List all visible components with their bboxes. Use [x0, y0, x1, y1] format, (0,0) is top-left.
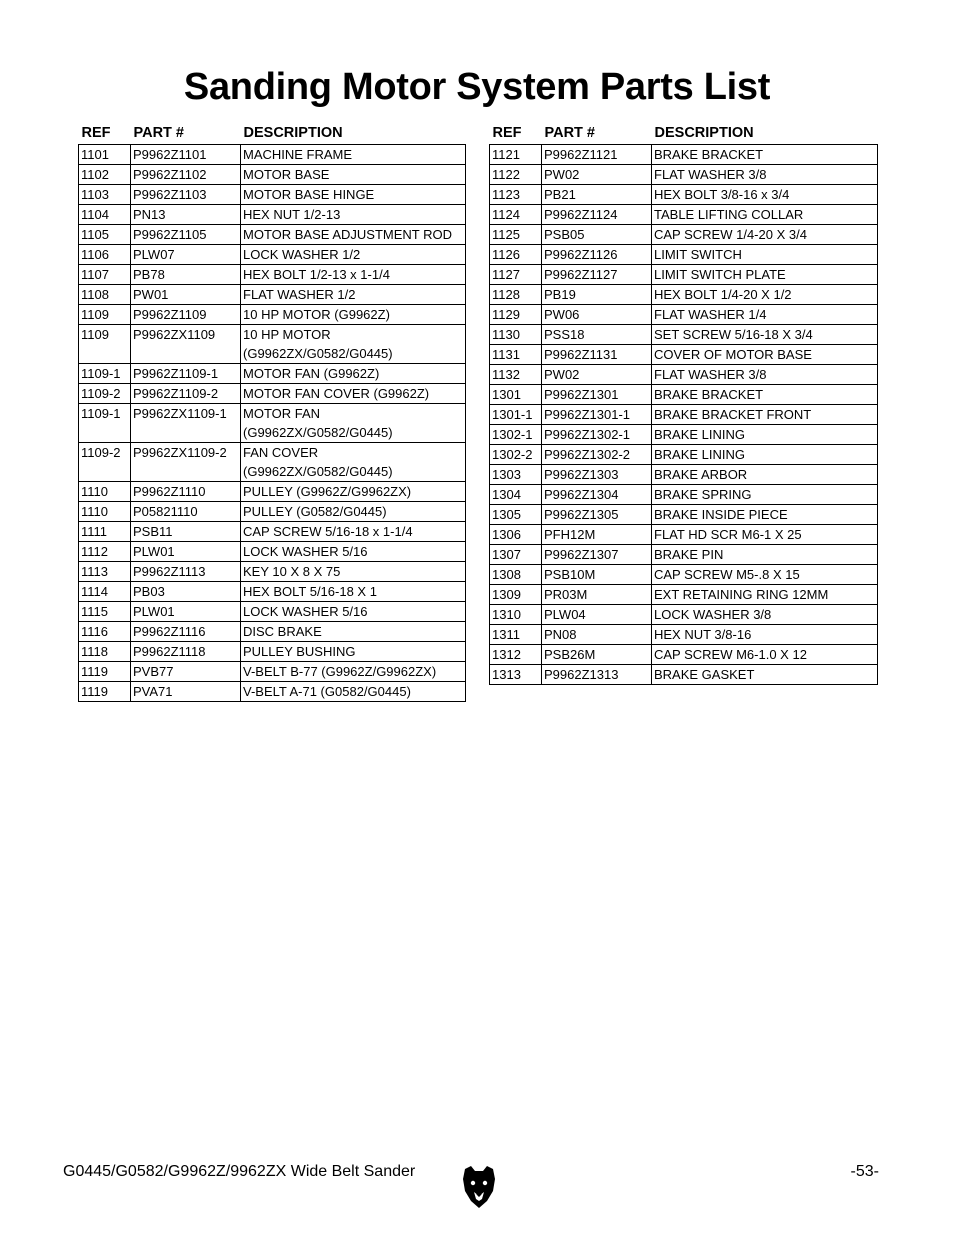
description-cell	[241, 682, 466, 702]
table-row	[490, 605, 878, 625]
part-number-cell: P9962Z1101	[131, 145, 241, 165]
part-number-cell: P9962Z1109	[131, 305, 241, 325]
part-number-cell: PLW01	[131, 542, 241, 562]
ref-cell: 1115	[79, 602, 131, 622]
column-header-ref: REF	[492, 125, 522, 141]
part-number-cell: PB21	[542, 185, 652, 205]
description-line: CAP SCREW M6-1.0 X 12	[654, 647, 807, 662]
ref-cell: 1304	[490, 485, 542, 505]
description-line: FLAT WASHER 1/4	[654, 307, 767, 322]
table-row	[79, 602, 466, 622]
part-number-cell: PB19	[542, 285, 652, 305]
part-number-cell: PSB05	[542, 225, 652, 245]
ref-cell: 1109-2	[79, 443, 131, 482]
description-line: HEX BOLT 5/16-18 X 1	[243, 584, 377, 599]
ref-cell: 1103	[79, 185, 131, 205]
table-row	[79, 325, 466, 364]
table-row	[79, 205, 466, 225]
part-number-cell: P05821110	[131, 502, 241, 522]
ref-cell: 1118	[79, 642, 131, 662]
table-row	[490, 585, 878, 605]
column-header-ref: REF	[81, 125, 111, 141]
table-row	[490, 425, 878, 445]
table-row	[79, 522, 466, 542]
description-cell	[241, 185, 466, 205]
description-line: LIMIT SWITCH PLATE	[654, 267, 786, 282]
description-cell	[652, 445, 878, 465]
table-row	[490, 185, 878, 205]
description-line: BRAKE ARBOR	[654, 467, 748, 482]
part-number-cell: PSB11	[131, 522, 241, 542]
part-number-cell: P9962ZX1109-2	[131, 443, 241, 482]
ref-cell: 1131	[490, 345, 542, 365]
description-line: DISC BRAKE	[243, 624, 322, 639]
description-cell	[652, 485, 878, 505]
description-line: TABLE LIFTING COLLAR	[654, 207, 804, 222]
description-line: HEX BOLT 1/4-20 X 1/2	[654, 287, 792, 302]
table-row	[79, 443, 466, 482]
description-cell	[241, 145, 466, 165]
description-cell	[652, 365, 878, 385]
description-line: HEX BOLT 3/8-16 x 3/4	[654, 187, 790, 202]
part-number-cell: P9962Z1102	[131, 165, 241, 185]
description-line: HEX NUT 1/2-13	[243, 207, 341, 222]
ref-cell: 1312	[490, 645, 542, 665]
description-cell	[652, 225, 878, 245]
table-row	[490, 245, 878, 265]
ref-cell: 1113	[79, 562, 131, 582]
description-cell	[652, 145, 878, 165]
table-row	[490, 305, 878, 325]
part-number-cell: PLW01	[131, 602, 241, 622]
description-line: BRAKE GASKET	[654, 667, 755, 682]
description-line: SET SCREW 5/16-18 X 3/4	[654, 327, 813, 342]
description-line: MOTOR FAN COVER (G9962Z)	[243, 386, 430, 401]
description-cell	[241, 443, 466, 482]
part-number-cell: P9962Z1302-1	[542, 425, 652, 445]
table-row	[490, 665, 878, 685]
table-row	[79, 305, 466, 325]
description-cell	[652, 245, 878, 265]
part-number-cell: P9962Z1109-2	[131, 384, 241, 404]
description-line: BRAKE SPRING	[654, 487, 752, 502]
table-row	[490, 325, 878, 345]
description-cell	[241, 364, 466, 384]
description-line: LOCK WASHER 3/8	[654, 607, 772, 622]
description-cell	[652, 425, 878, 445]
description-line: MACHINE FRAME	[243, 147, 353, 162]
table-row	[79, 384, 466, 404]
footer-model: G0445/G0582/G9962Z/9962ZX Wide Belt Sander	[63, 1163, 416, 1180]
description-line: 10 HP MOTOR (G9962Z)	[243, 307, 390, 322]
table-row	[490, 205, 878, 225]
description-cell	[241, 562, 466, 582]
part-number-cell: P9962Z1305	[542, 505, 652, 525]
description-cell	[241, 205, 466, 225]
description-line: BRAKE PIN	[654, 547, 724, 562]
part-number-cell: PVA71	[131, 682, 241, 702]
description-line: HEX NUT 3/8-16	[654, 627, 752, 642]
table-row	[79, 185, 466, 205]
table-row	[79, 245, 466, 265]
part-number-cell: PW02	[542, 365, 652, 385]
ref-cell: 1129	[490, 305, 542, 325]
table-row	[79, 622, 466, 642]
description-cell	[652, 665, 878, 685]
table-row	[490, 465, 878, 485]
description-cell	[241, 502, 466, 522]
part-number-cell: P9962Z1124	[542, 205, 652, 225]
description-cell	[241, 542, 466, 562]
ref-cell: 1313	[490, 665, 542, 685]
column-header-description: DESCRIPTION	[654, 125, 754, 141]
ref-cell: 1308	[490, 565, 542, 585]
part-number-cell: P9962Z1313	[542, 665, 652, 685]
part-number-cell: P9962Z1103	[131, 185, 241, 205]
description-line: MOTOR FAN	[243, 406, 321, 421]
description-cell	[241, 482, 466, 502]
ref-cell: 1116	[79, 622, 131, 642]
table-row	[490, 485, 878, 505]
description-line: V-BELT A-71 (G0582/G0445)	[243, 684, 411, 699]
table-row	[490, 445, 878, 465]
ref-cell: 1124	[490, 205, 542, 225]
description-line: BRAKE BRACKET FRONT	[654, 407, 812, 422]
description-line: MOTOR BASE ADJUSTMENT ROD	[243, 227, 452, 242]
ref-cell: 1109-1	[79, 364, 131, 384]
part-number-cell: PR03M	[542, 585, 652, 605]
description-cell	[652, 185, 878, 205]
table-row	[79, 285, 466, 305]
part-number-cell: PVB77	[131, 662, 241, 682]
part-number-cell: P9962ZX1109	[131, 325, 241, 364]
description-line: LOCK WASHER 5/16	[243, 604, 368, 619]
ref-cell: 1122	[490, 165, 542, 185]
description-cell	[241, 285, 466, 305]
table-header-row	[79, 122, 466, 145]
part-number-cell: P9962Z1110	[131, 482, 241, 502]
description-cell	[652, 285, 878, 305]
part-number-cell: P9962Z1302-2	[542, 445, 652, 465]
ref-cell: 1108	[79, 285, 131, 305]
table-row	[490, 285, 878, 305]
description-line: FLAT HD SCR M6-1 X 25	[654, 527, 802, 542]
ref-cell: 1132	[490, 365, 542, 385]
description-line: PULLEY (G0582/G0445)	[243, 504, 387, 519]
description-line: (G9962ZX/G0582/G0445)	[243, 464, 393, 479]
description-cell	[241, 305, 466, 325]
part-number-cell: P9962ZX1109-1	[131, 404, 241, 443]
part-number-cell: PW02	[542, 165, 652, 185]
description-cell	[652, 465, 878, 485]
ref-cell: 1126	[490, 245, 542, 265]
column-header-part: PART #	[133, 125, 184, 141]
ref-cell: 1311	[490, 625, 542, 645]
part-number-cell: PN13	[131, 205, 241, 225]
description-line: CAP SCREW M5-.8 X 15	[654, 567, 800, 582]
ref-cell: 1119	[79, 682, 131, 702]
description-line: CAP SCREW 5/16-18 x 1-1/4	[243, 524, 413, 539]
column-header-part: PART #	[544, 125, 595, 141]
ref-cell: 1110	[79, 482, 131, 502]
table-row	[79, 502, 466, 522]
ref-cell: 1303	[490, 465, 542, 485]
ref-cell: 1302-1	[490, 425, 542, 445]
ref-cell: 1305	[490, 505, 542, 525]
description-cell	[652, 645, 878, 665]
description-cell	[241, 225, 466, 245]
description-line: EXT RETAINING RING 12MM	[654, 587, 829, 602]
table-body	[79, 145, 466, 702]
part-number-cell: PN08	[542, 625, 652, 645]
description-line: LOCK WASHER 1/2	[243, 247, 361, 262]
part-number-cell: PB78	[131, 265, 241, 285]
part-number-cell: P9962Z1105	[131, 225, 241, 245]
description-line: MOTOR FAN (G9962Z)	[243, 366, 380, 381]
description-cell	[652, 545, 878, 565]
table-row	[490, 165, 878, 185]
ref-cell: 1125	[490, 225, 542, 245]
part-number-cell: P9962Z1121	[542, 145, 652, 165]
description-line: CAP SCREW 1/4-20 X 3/4	[654, 227, 807, 242]
ref-cell: 1130	[490, 325, 542, 345]
table-row	[79, 482, 466, 502]
table-row	[490, 625, 878, 645]
part-number-cell: P9962Z1131	[542, 345, 652, 365]
part-number-cell: PFH12M	[542, 525, 652, 545]
part-number-cell: PW01	[131, 285, 241, 305]
description-cell	[652, 625, 878, 645]
description-line: BRAKE LINING	[654, 427, 746, 442]
description-cell	[241, 384, 466, 404]
part-number-cell: PSB26M	[542, 645, 652, 665]
table-row	[79, 682, 466, 702]
table-row	[490, 385, 878, 405]
part-number-cell: PB03	[131, 582, 241, 602]
table-row	[490, 505, 878, 525]
description-line: (G9962ZX/G0582/G0445)	[243, 425, 393, 440]
description-line: FLAT WASHER 1/2	[243, 287, 356, 302]
part-number-cell: PLW04	[542, 605, 652, 625]
table-row	[79, 662, 466, 682]
table-row	[490, 405, 878, 425]
ref-cell: 1102	[79, 165, 131, 185]
description-cell	[241, 245, 466, 265]
part-number-cell: P9962Z1116	[131, 622, 241, 642]
part-number-cell: PSB10M	[542, 565, 652, 585]
table-row	[79, 582, 466, 602]
ref-cell: 1301	[490, 385, 542, 405]
table-row	[490, 265, 878, 285]
part-number-cell: PSS18	[542, 325, 652, 345]
description-cell	[241, 522, 466, 542]
ref-cell: 1114	[79, 582, 131, 602]
table-row	[490, 545, 878, 565]
description-cell	[652, 565, 878, 585]
table-row	[79, 562, 466, 582]
ref-cell: 1111	[79, 522, 131, 542]
ref-cell: 1105	[79, 225, 131, 245]
ref-cell: 1301-1	[490, 405, 542, 425]
description-line: LIMIT SWITCH	[654, 247, 742, 262]
page-number: -53-	[850, 1163, 879, 1180]
table-row	[490, 145, 878, 165]
ref-cell: 1127	[490, 265, 542, 285]
ref-cell: 1119	[79, 662, 131, 682]
ref-cell: 1121	[490, 145, 542, 165]
description-line: PULLEY BUSHING	[243, 644, 356, 659]
parts-table-left	[78, 122, 466, 702]
description-cell	[241, 582, 466, 602]
ref-cell: 1109-2	[79, 384, 131, 404]
part-number-cell: P9962Z1127	[542, 265, 652, 285]
ref-cell: 1302-2	[490, 445, 542, 465]
table-row	[79, 642, 466, 662]
ref-cell: 1309	[490, 585, 542, 605]
part-number-cell: P9962Z1301	[542, 385, 652, 405]
ref-cell: 1306	[490, 525, 542, 545]
description-line: BRAKE BRACKET	[654, 147, 764, 162]
ref-cell: 1112	[79, 542, 131, 562]
ref-cell: 1101	[79, 145, 131, 165]
table-row	[79, 404, 466, 443]
description-line: 10 HP MOTOR	[243, 327, 331, 342]
description-cell	[652, 265, 878, 285]
page-title: Sanding Motor System Parts List	[183, 66, 771, 108]
ref-cell: 1310	[490, 605, 542, 625]
description-line: COVER OF MOTOR BASE	[654, 347, 812, 362]
ref-cell: 1106	[79, 245, 131, 265]
table-body	[490, 145, 878, 685]
description-cell	[241, 265, 466, 285]
description-line: BRAKE LINING	[654, 447, 746, 462]
table-row	[490, 225, 878, 245]
part-number-cell: P9962Z1113	[131, 562, 241, 582]
description-cell	[652, 205, 878, 225]
description-line: (G9962ZX/G0582/G0445)	[243, 346, 393, 361]
parts-table-right	[489, 122, 878, 685]
description-cell	[652, 505, 878, 525]
ref-cell: 1109	[79, 305, 131, 325]
table-row	[79, 145, 466, 165]
description-cell	[652, 345, 878, 365]
table-row	[79, 265, 466, 285]
description-line: LOCK WASHER 5/16	[243, 544, 368, 559]
description-cell	[652, 585, 878, 605]
description-cell	[241, 325, 466, 364]
part-number-cell: PW06	[542, 305, 652, 325]
description-cell	[241, 165, 466, 185]
table-row	[79, 542, 466, 562]
ref-cell: 1110	[79, 502, 131, 522]
description-cell	[241, 622, 466, 642]
column-header-description: DESCRIPTION	[243, 125, 343, 141]
description-cell	[652, 605, 878, 625]
table-row	[490, 345, 878, 365]
table-row	[490, 565, 878, 585]
description-cell	[241, 404, 466, 443]
table-row	[490, 365, 878, 385]
table-row	[79, 225, 466, 245]
description-line: FAN COVER	[243, 445, 319, 460]
description-cell	[241, 642, 466, 662]
part-number-cell: P9962Z1301-1	[542, 405, 652, 425]
description-line: PULLEY (G9962Z/G9962ZX)	[243, 484, 412, 499]
ref-cell: 1128	[490, 285, 542, 305]
description-cell	[652, 525, 878, 545]
ref-cell: 1109	[79, 325, 131, 364]
ref-cell: 1107	[79, 265, 131, 285]
description-cell	[241, 602, 466, 622]
part-number-cell: P9962Z1118	[131, 642, 241, 662]
part-number-cell: P9962Z1126	[542, 245, 652, 265]
table-row	[79, 364, 466, 384]
description-cell	[241, 662, 466, 682]
description-line: MOTOR BASE	[243, 167, 330, 182]
table-row	[79, 165, 466, 185]
ref-cell: 1123	[490, 185, 542, 205]
table-header-row	[490, 122, 878, 145]
part-number-cell: PLW07	[131, 245, 241, 265]
ref-cell: 1109-1	[79, 404, 131, 443]
part-number-cell: P9962Z1303	[542, 465, 652, 485]
part-number-cell: P9962Z1307	[542, 545, 652, 565]
part-number-cell: P9962Z1109-1	[131, 364, 241, 384]
description-cell	[652, 165, 878, 185]
description-line: FLAT WASHER 3/8	[654, 367, 767, 382]
ref-cell: 1104	[79, 205, 131, 225]
ref-cell: 1307	[490, 545, 542, 565]
table-row	[490, 645, 878, 665]
table-row	[490, 525, 878, 545]
description-line: KEY 10 X 8 X 75	[243, 564, 341, 579]
description-cell	[652, 405, 878, 425]
description-line: V-BELT B-77 (G9962Z/G9962ZX)	[243, 664, 437, 679]
description-cell	[652, 385, 878, 405]
description-cell	[652, 325, 878, 345]
description-line: BRAKE INSIDE PIECE	[654, 507, 788, 522]
part-number-cell: P9962Z1304	[542, 485, 652, 505]
description-cell	[652, 305, 878, 325]
description-line: FLAT WASHER 3/8	[654, 167, 767, 182]
bear-head-logo-icon	[459, 1163, 499, 1209]
description-line: BRAKE BRACKET	[654, 387, 764, 402]
description-line: HEX BOLT 1/2-13 x 1-1/4	[243, 267, 390, 282]
description-line: MOTOR BASE HINGE	[243, 187, 375, 202]
